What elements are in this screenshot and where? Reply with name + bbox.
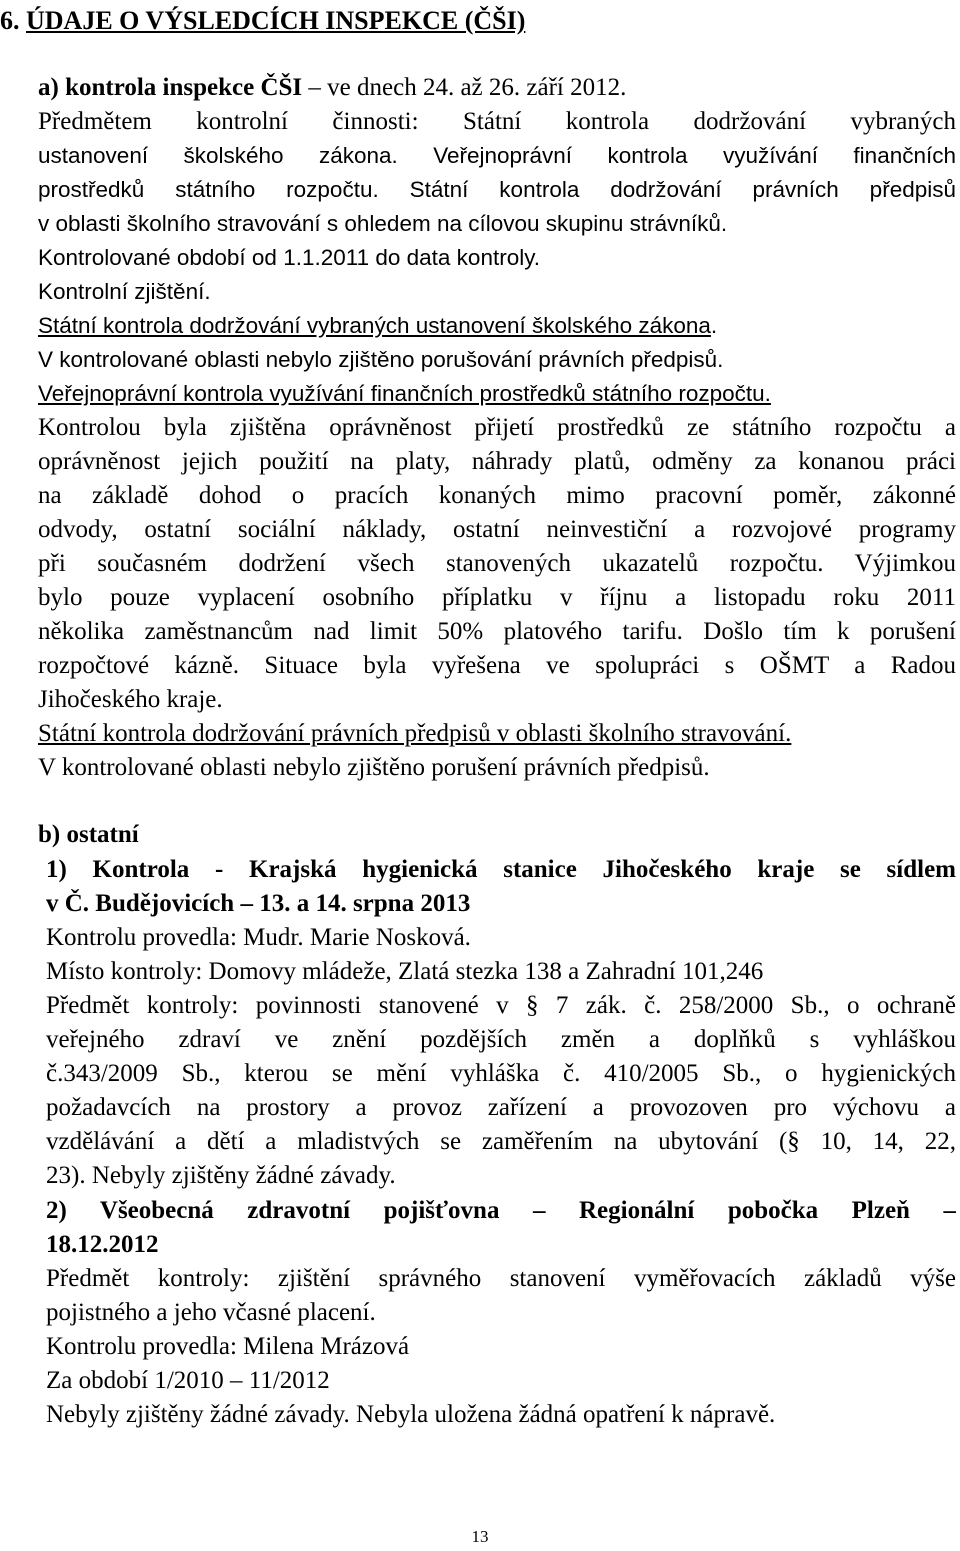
section-b [38,818,956,852]
item-2-subject-line: Předmět kontroly: zjištění správného stanovení vyměřovacích základů výše [46,1265,956,1292]
finding-2-line: Jihočeského kraje. [38,686,223,713]
item-1-title-line: v Č. Budějovicích – 13. a 14. srpna 2013 [46,890,471,917]
item-2-period: Za období 1/2010 – 11/2012 [46,1367,330,1394]
section-a-title: a) kontrola inspekce ČŠI [38,74,303,101]
finding-1-title-line [38,309,956,343]
item-1-subject-line: veřejného zdraví ve znění pozdějších změn a doplňků s vyhláškou [46,1026,956,1053]
finding-3-text: V kontrolované oblasti nebylo zjištěno porušení právních předpisů. [38,754,710,781]
finding-3-title: Státní kontrola dodržování právních předpisů v oblasti školního stravování. [38,720,792,747]
section-a-line: v oblasti školního stravování s ohledem na cílovou skupinu strávníků. [38,211,728,236]
findings-label: Kontrolní zjištění. [38,279,211,304]
finding-1-title-end: . [710,313,718,338]
item-1-subject-line: č.343/2009 Sb., kterou se mění vyhláška č. 410/2005 Sb., o hygienických [46,1060,956,1087]
heading-title: ÚDAJE O VÝSLEDCÍCH INSPEKCE (ČŠI) [26,6,526,35]
item-2-inspector: Kontrolu provedla: Milena Mrázová [46,1333,410,1360]
inspection-item-1 [46,853,956,1193]
page-number: 13 [471,1527,489,1546]
finding-2-line: několika zaměstnancům nad limit 50% platového tarifu. Došlo tím k porušení [38,618,956,645]
finding-2-line: rozpočtové kázně. Situace byla vyřešena ve spolupráci s OŠMT a Radou [38,652,956,679]
finding-2-title: Veřejnoprávní kontrola využívání finančních prostředků státního rozpočtu. [38,381,771,406]
section-a-line: Předmětem kontrolní činnosti: Státní kontrola dodržování vybraných [38,108,956,135]
section-a-line: prostředků státního rozpočtu. Státní kontrola dodržování právních předpisů [38,177,956,202]
finding-2-line: Kontrolou byla zjištěna oprávněnost přijetí prostředků ze státního rozpočtu a [38,414,956,441]
finding-2-line: bylo pouze vyplacení osobního příplatku v říjnu a listopadu roku 2011 [38,584,956,611]
finding-2-line: odvody, ostatní sociální náklady, ostatní neinvestiční a rozvojové programy [38,516,956,543]
item-2-subject-line: pojistného a jeho včasné placení. [46,1299,376,1326]
section-a [38,71,956,785]
item-2-title-line: 2) Všeobecná zdravotní pojišťovna – Regionální pobočka Plzeň – [46,1197,956,1224]
item-1-subject-line: vzdělávání a dětí a mladistvých se zaměřením na ubytování (§ 10, 14, 22, [46,1128,956,1155]
section-a-date: – ve dnech 24. až 26. září 2012. [302,74,627,101]
section-a-title-line [38,71,956,105]
item-2-title-line: 18.12.2012 [46,1231,159,1258]
heading-number: 6. [0,6,26,35]
item-2-result: Nebyly zjištěny žádné závady. Nebyla uložena žádná opatření k nápravě. [46,1401,776,1428]
section-heading [0,4,525,38]
finding-2-line: oprávněnost jejich použití na platy, náhrady platů, odměny za konanou práci [38,448,956,475]
item-1-place: Místo kontroly: Domovy mládeže, Zlatá stezka 138 a Zahradní 101,246 [46,958,764,985]
inspection-item-2 [46,1194,956,1432]
item-1-subject-line: Předmět kontroly: povinnosti stanovené v § 7 zák. č. 258/2000 Sb., o ochraně [46,992,956,1019]
finding-1-text: V kontrolované oblasti nebylo zjištěno porušování právních předpisů. [38,347,724,372]
finding-2-title-line [38,377,956,411]
section-b-title: b) ostatní [38,821,139,848]
item-1-subject-line: požadavcích na prostory a provoz zařízení a provozoven pro výchovu a [46,1094,956,1121]
item-1-subject-line: 23). Nebyly zjištěny žádné závady. [46,1162,396,1189]
finding-2-line: při současném dodržení všech stanovených ukazatelů rozpočtu. Výjimkou [38,550,956,577]
finding-3-title-line [38,717,956,751]
finding-1-title: Státní kontrola dodržování vybraných ustanovení školského zákona [38,313,711,338]
section-a-line: Kontrolované období od 1.1.2011 do data kontroly. [38,245,541,270]
section-a-line: ustanovení školského zákona. Veřejnoprávní kontrola využívání finančních [38,143,956,168]
finding-2-line: na základě dohod o pracích konaných mimo pracovní poměr, zákonné [38,482,956,509]
item-1-title-line: 1) Kontrola - Krajská hygienická stanice Jihočeského kraje se sídlem [46,856,956,883]
item-1-inspector: Kontrolu provedla: Mudr. Marie Nosková. [46,924,471,951]
